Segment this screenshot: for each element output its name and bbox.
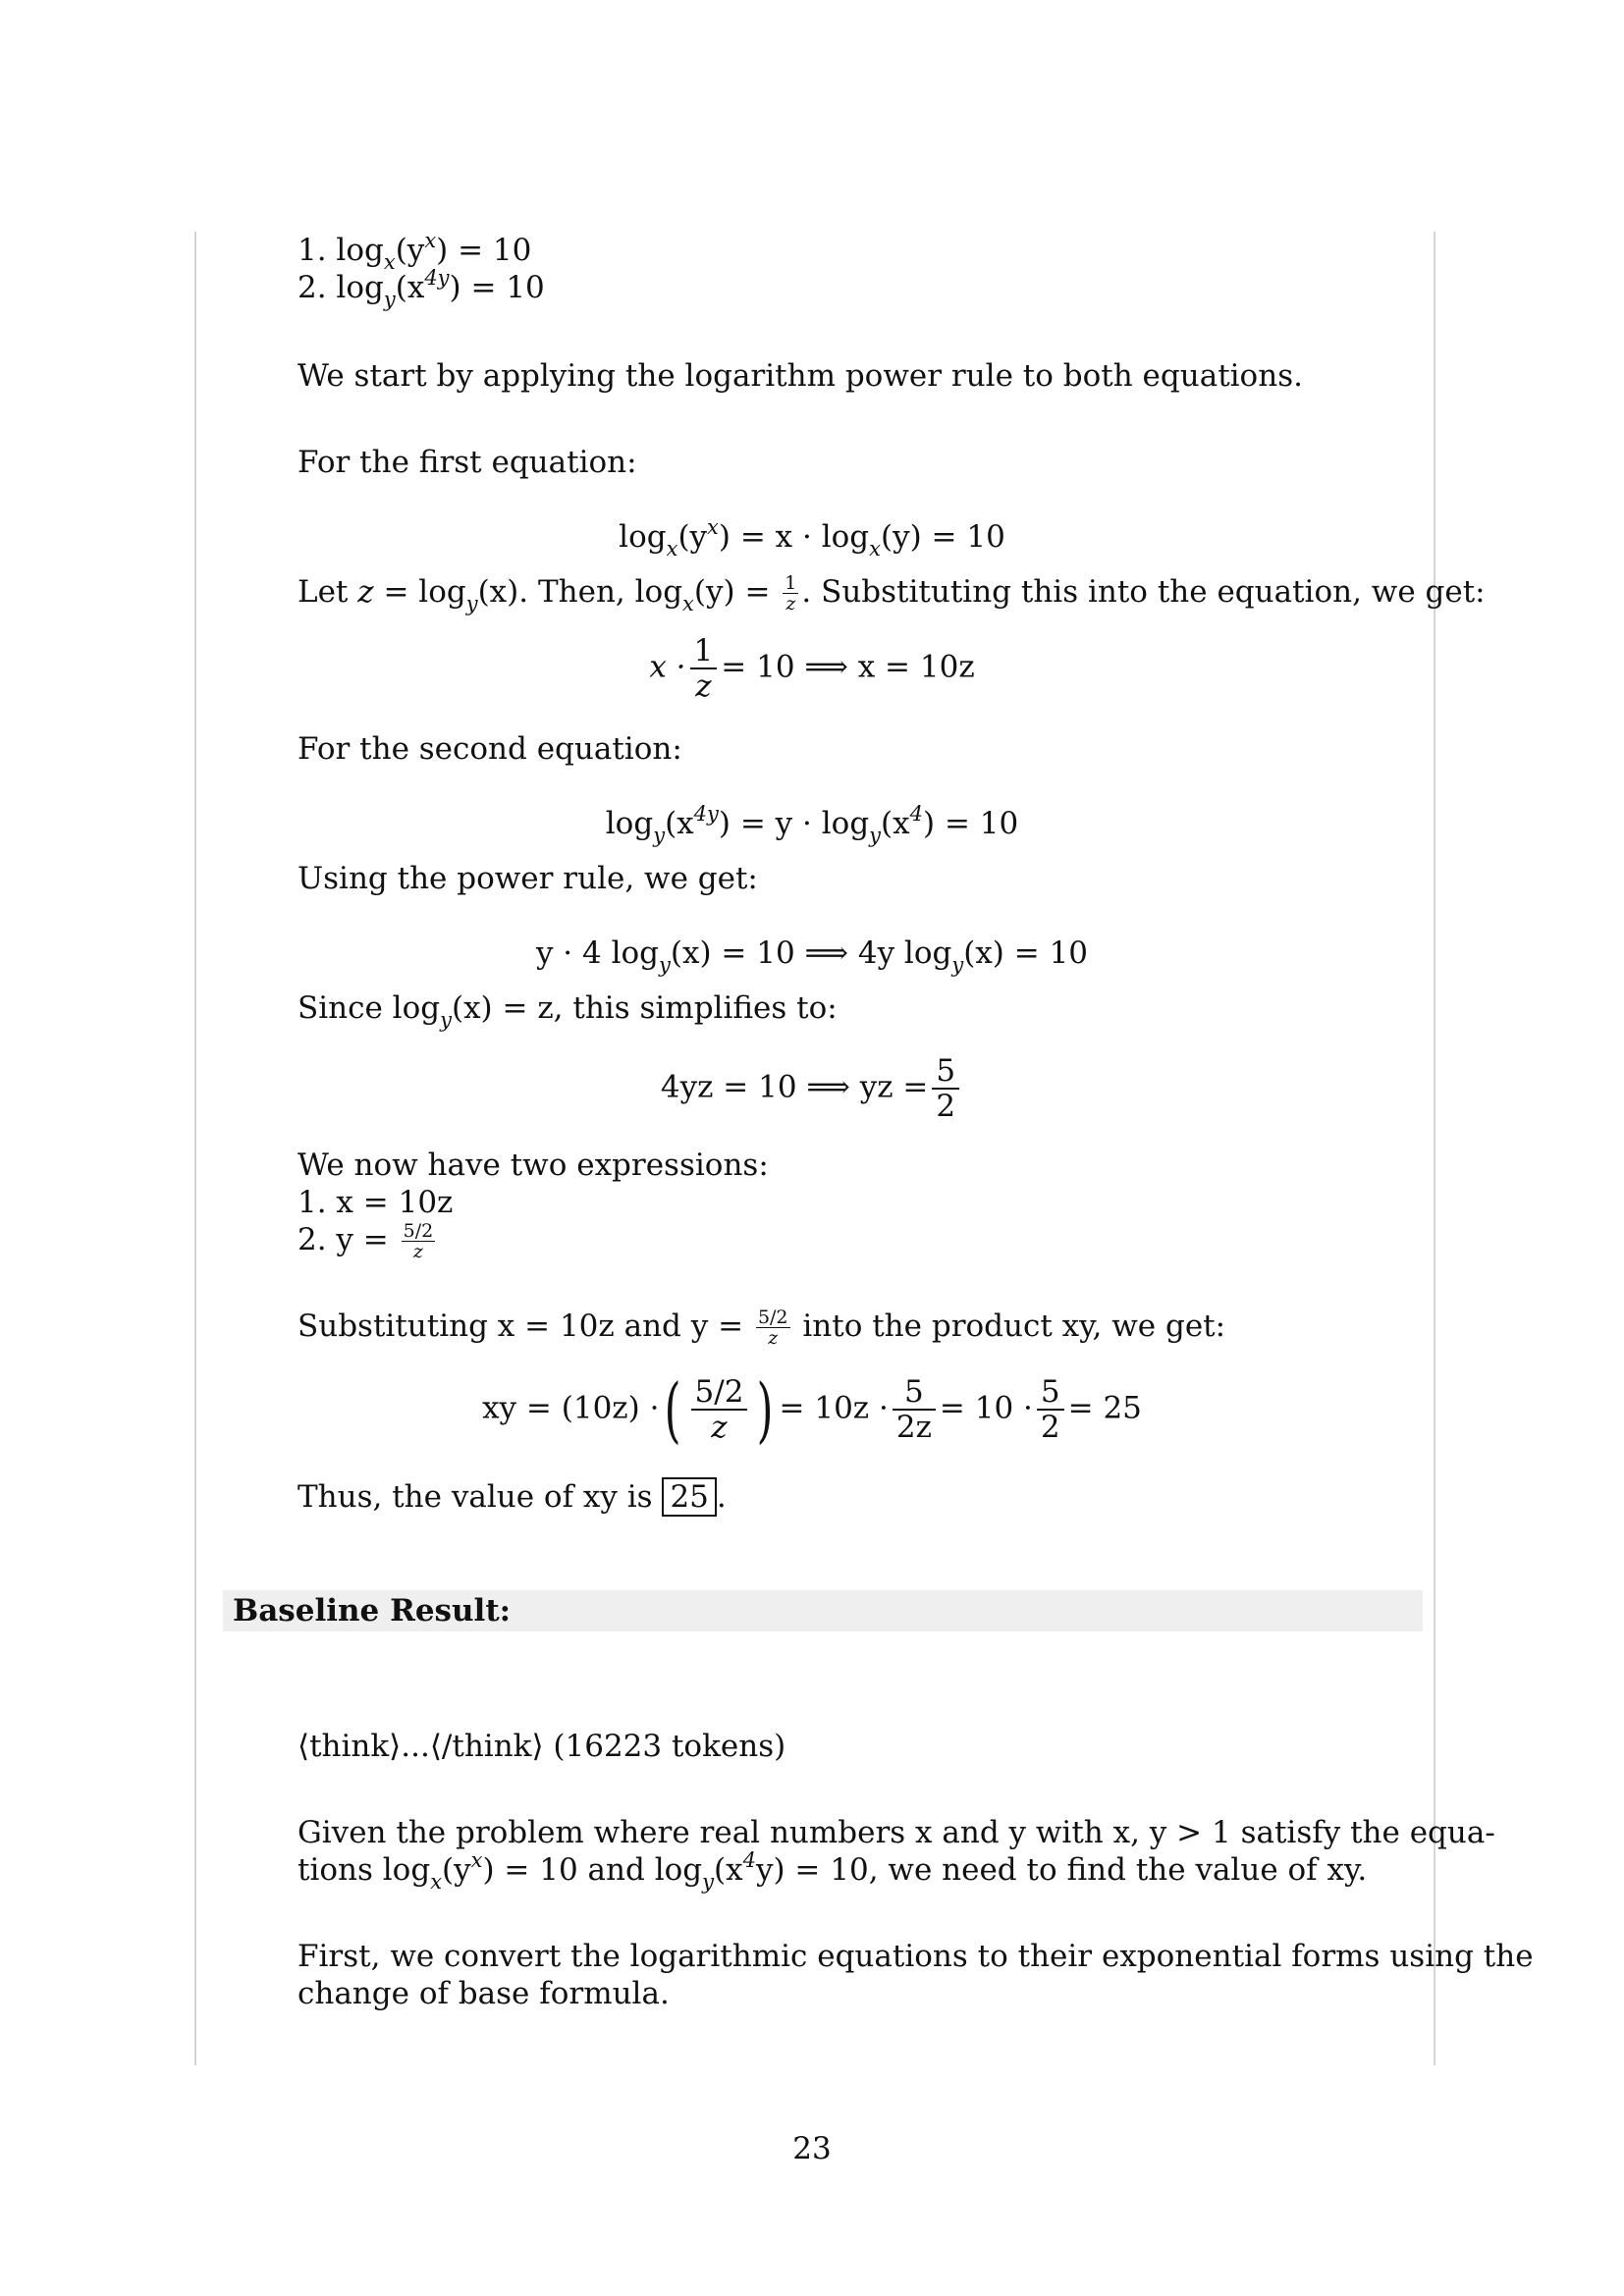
equation-second-log: $\log_y(x^{4y}) = y \cdot \log_y(x^4) = 10$ — [605, 802, 1019, 847]
boxed-answer: 25 — [662, 1477, 716, 1517]
right-margin-rule — [1434, 232, 1435, 2065]
page-number: 23 — [792, 2131, 832, 2166]
paragraph-first-equation: For the first equation: — [298, 445, 637, 480]
paragraph-substituting: Substituting x = 10z and y = $\frac{5/2}{z}$ into the product xy, we get: — [298, 1307, 1226, 1349]
fraction-one-over-z: $\frac{1}{z}$ — [785, 572, 797, 614]
paragraph-let-z: Let $z = \log_y(x)$. Then, $\log_x(y)$ = $\frac{1}{z}$ . Substituting this into the equation, we get: — [298, 572, 1486, 615]
paragraph-first-convert-line-1: First, we convert the logarithmic equations to their exponential forms using the — [298, 1939, 1534, 1974]
paragraph-think-tokens: ⟨think⟩...⟨/think⟩ (16223 tokens) — [298, 1729, 786, 1764]
equation-yz: 4yz = 10 ⟹ yz = $\frac{5}{2}$ — [0, 1054, 1624, 1123]
equation-list-item-2: 2. $\log_y(x^{4y}) = 10$ — [298, 266, 545, 311]
paragraph-power-rule: We start by applying the logarithm power rule to both equations. — [298, 358, 1303, 394]
left-margin-rule — [194, 232, 196, 2065]
equation-first-log: $\log_x(y^x) = x \cdot \log_x(y) = 10$ — [619, 515, 1005, 561]
equation-list-item-1: 1. $\log_x(y^x) = 10$ — [298, 229, 532, 274]
expression-list-item-2: 2. y = $\frac{5/2}{z}$ — [298, 1220, 434, 1262]
paragraph-first-convert-line-2: change of base formula. — [298, 1976, 670, 2011]
paragraph-two-expressions: We now have two expressions: — [298, 1148, 769, 1183]
paragraph-using-power-rule: Using the power rule, we get: — [298, 861, 758, 896]
baseline-heading: Baseline Result: — [233, 1593, 512, 1629]
equation-x-equals-10z: x · $\frac{1}{z}$ = 10 ⟹ x = 10z — [649, 633, 975, 704]
paragraph-since-log: Since $\log_y(x) = z$, this simplifies to: — [298, 990, 838, 1032]
expression-list-item-1: 1. x = 10z — [298, 1185, 454, 1220]
equation-xy-product: xy = (10z) ·( $\frac{5/2}{z}$ ) = 10z · $\frac{5}{2z}$ = 10 · $\frac{5}{2}$ = 25 — [482, 1368, 1142, 1451]
paragraph-thus-answer: Thus, the value of xy is 25 . — [298, 1479, 727, 1515]
paragraph-second-equation: For the second equation: — [298, 731, 682, 767]
paragraph-given-line-1: Given the problem where real numbers x and y with x, y > 1 satisfy the equa- — [298, 1815, 1495, 1850]
equation-4y-log: y · 4 $\log_y(x) = 10$ ⟹ 4y $\log_y(x) = 10$ — [535, 935, 1089, 977]
paragraph-given-line-2: tions $\log_x(y^x) = 10$ and $\log_y(x^4y) = 10$, we need to find the value of xy. — [298, 1848, 1368, 1894]
